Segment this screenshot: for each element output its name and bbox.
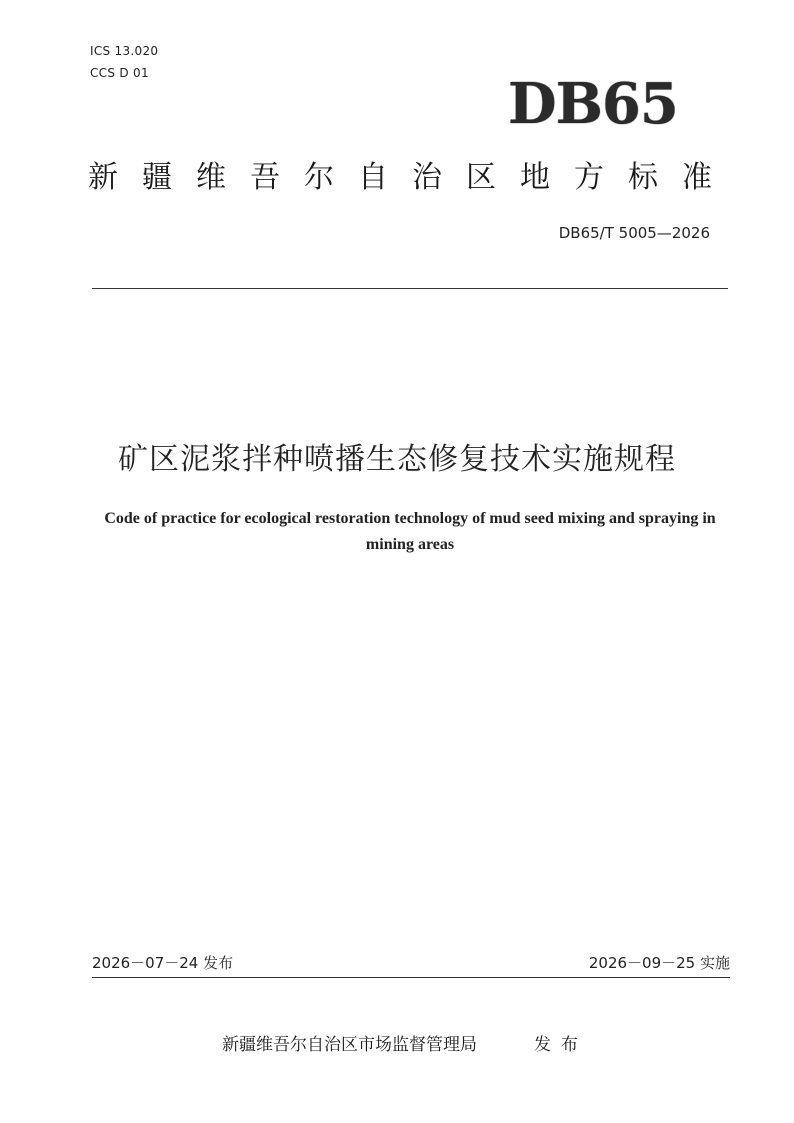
implementation-date: 2026－09－25 实施 [588,954,730,972]
logo-text: DB65 [508,71,678,137]
footer-divider [92,977,730,978]
db65-logo [508,72,678,136]
header-divider [92,288,728,289]
title-chinese: 矿区泥浆拌种喷播生态修复技术实施规程 [118,442,676,477]
issuing-authority-heading: 新疆维吾尔自治区地方标准 [88,160,720,195]
ics-code: ICS 13.020 [90,44,159,58]
title-english: Code of practice for ecological restoration technology of mud seed mixing and spraying in mining areas [104,510,716,553]
ccs-code: CCS D 01 [90,66,149,80]
publisher-name: 新疆维吾尔自治区市场监督管理局 [222,1035,477,1055]
standard-number: DB65/T 5005—2026 [558,224,710,242]
publish-label: 发布 [534,1035,588,1055]
issue-date: 2026－07－24 发布 [92,954,234,972]
